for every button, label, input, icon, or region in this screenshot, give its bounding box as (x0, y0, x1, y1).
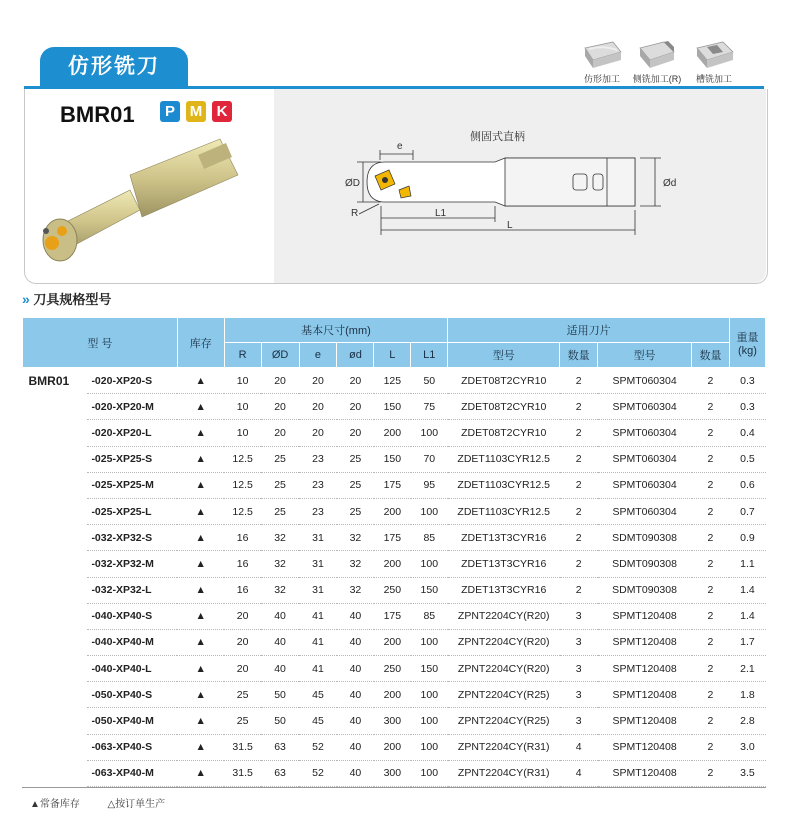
cell-code: -025-XP25-S (87, 446, 177, 472)
cell-ins1: ZDET13T3CYR16 (448, 551, 560, 577)
cell-d: 25 (337, 472, 374, 498)
cell-stock: ▲ (177, 708, 224, 734)
cell-D: 40 (261, 603, 299, 629)
cell-L: 150 (374, 446, 411, 472)
cell-L1: 100 (411, 420, 448, 446)
cell-ins2: SDMT090308 (598, 525, 692, 551)
cell-L1: 100 (411, 734, 448, 760)
cell-w: 2.1 (729, 656, 765, 682)
cell-stock: ▲ (177, 577, 224, 603)
cell-d: 40 (337, 708, 374, 734)
cell-stock: ▲ (177, 420, 224, 446)
cell-q1: 2 (560, 577, 598, 603)
header-model: 型 号 (23, 318, 178, 368)
cell-D: 25 (261, 472, 299, 498)
cell-w: 1.8 (729, 682, 765, 708)
cell-R: 12.5 (224, 446, 261, 472)
cell-q1: 2 (560, 394, 598, 420)
cell-q1: 2 (560, 472, 598, 498)
legend-order: △按订单生产 (107, 799, 166, 810)
cell-q2: 2 (692, 603, 730, 629)
cell-code: -040-XP40-L (87, 656, 177, 682)
cell-q1: 2 (560, 498, 598, 524)
cell-w: 0.4 (729, 420, 765, 446)
cell-ins2: SPMT120408 (598, 656, 692, 682)
header-qty-2: 数量 (692, 343, 730, 368)
cell-q2: 2 (692, 708, 730, 734)
cell-stock: ▲ (177, 472, 224, 498)
cell-w: 2.8 (729, 708, 765, 734)
table-row (23, 603, 766, 629)
cell-w: 0.6 (729, 472, 765, 498)
cell-stock: ▲ (177, 394, 224, 420)
cell-D: 50 (261, 682, 299, 708)
dim-e-label: e (397, 141, 403, 152)
cell-w: 0.3 (729, 394, 765, 420)
cell-d: 20 (337, 420, 374, 446)
cell-L: 125 (374, 368, 411, 394)
cell-q1: 3 (560, 682, 598, 708)
legend (30, 795, 165, 810)
cell-w: 3.5 (729, 760, 765, 786)
header-d: ød (337, 343, 374, 368)
cell-d: 40 (337, 734, 374, 760)
process-slot-milling (684, 38, 744, 85)
table-row (23, 420, 766, 446)
cell-code: -020-XP20-M (87, 394, 177, 420)
double-chevron-icon: » (22, 291, 30, 307)
cell-d: 40 (337, 656, 374, 682)
cell-q2: 2 (692, 551, 730, 577)
cell-ins2: SPMT060304 (598, 472, 692, 498)
cell-code: -050-XP40-M (87, 708, 177, 734)
cell-R: 25 (224, 708, 261, 734)
header-e: e (299, 343, 337, 368)
cell-q1: 2 (560, 420, 598, 446)
cell-L1: 100 (411, 708, 448, 734)
table-row (23, 760, 766, 786)
cell-code: -050-XP40-S (87, 682, 177, 708)
cell-L1: 150 (411, 656, 448, 682)
cell-code: -025-XP25-L (87, 498, 177, 524)
cell-e: 20 (299, 420, 337, 446)
cell-L: 300 (374, 708, 411, 734)
cell-ins2: SDMT090308 (598, 577, 692, 603)
cell-e: 31 (299, 525, 337, 551)
cell-L1: 50 (411, 368, 448, 394)
table-row (23, 394, 766, 420)
cell-e: 45 (299, 708, 337, 734)
process-profiling (572, 38, 632, 85)
header-weight-unit: (kg) (737, 344, 757, 357)
cell-e: 41 (299, 603, 337, 629)
dim-R-label: R (351, 208, 359, 219)
cell-code: -032-XP32-M (87, 551, 177, 577)
process-label: 槽铣加工 (695, 74, 732, 84)
dim-L-label: L (507, 220, 513, 231)
table-row (23, 498, 766, 524)
cell-ins2: SPMT120408 (598, 760, 692, 786)
table-row (23, 446, 766, 472)
cell-q1: 2 (560, 368, 598, 394)
cell-stock: ▲ (177, 760, 224, 786)
cell-w: 1.1 (729, 551, 765, 577)
cell-e: 20 (299, 394, 337, 420)
cell-ins2: SPMT060304 (598, 446, 692, 472)
cell-L: 200 (374, 420, 411, 446)
cell-L1: 70 (411, 446, 448, 472)
cell-ins2: SPMT060304 (598, 394, 692, 420)
cell-e: 31 (299, 577, 337, 603)
header-insert-model-2: 型号 (598, 343, 692, 368)
category-title: 仿形铣刀 (40, 47, 188, 87)
cell-ins1: ZPNT2204CY(R20) (448, 656, 560, 682)
cell-d: 40 (337, 682, 374, 708)
process-side-milling (627, 38, 687, 85)
cell-R: 25 (224, 682, 261, 708)
header-inserts: 适用刀片 (448, 318, 730, 343)
cell-ins2: SPMT120408 (598, 734, 692, 760)
cell-e: 41 (299, 629, 337, 655)
cell-ins2: SPMT120408 (598, 603, 692, 629)
cell-q1: 3 (560, 708, 598, 734)
cell-w: 0.9 (729, 525, 765, 551)
cell-L: 250 (374, 577, 411, 603)
slot-milling-block-icon (691, 38, 737, 70)
cell-R: 12.5 (224, 498, 261, 524)
cell-D: 32 (261, 551, 299, 577)
dim-D-label: ØD (345, 178, 360, 189)
spec-table (22, 317, 766, 787)
cell-code: -020-XP20-L (87, 420, 177, 446)
cell-ins2: SPMT120408 (598, 682, 692, 708)
cell-w: 1.7 (729, 629, 765, 655)
cell-ins1: ZPNT2204CY(R20) (448, 629, 560, 655)
cell-q2: 2 (692, 498, 730, 524)
cell-stock: ▲ (177, 656, 224, 682)
header-R: R (224, 343, 261, 368)
header-D: ØD (261, 343, 299, 368)
cell-L: 200 (374, 682, 411, 708)
cell-d: 25 (337, 498, 374, 524)
cell-e: 23 (299, 446, 337, 472)
cell-ins1: ZDET1103CYR12.5 (448, 498, 560, 524)
cell-ins1: ZPNT2204CY(R31) (448, 760, 560, 786)
cell-L1: 85 (411, 603, 448, 629)
side-milling-block-icon (634, 38, 680, 70)
cell-code: -040-XP40-M (87, 629, 177, 655)
cell-L1: 100 (411, 551, 448, 577)
table-row (23, 368, 766, 394)
header-insert-model-1: 型号 (448, 343, 560, 368)
cell-L1: 85 (411, 525, 448, 551)
cell-q2: 2 (692, 420, 730, 446)
cell-e: 23 (299, 498, 337, 524)
cell-ins1: ZPNT2204CY(R25) (448, 708, 560, 734)
cell-e: 31 (299, 551, 337, 577)
table-row (23, 577, 766, 603)
cell-w: 1.4 (729, 577, 765, 603)
cell-d: 25 (337, 446, 374, 472)
cell-D: 40 (261, 629, 299, 655)
header-L1: L1 (411, 343, 448, 368)
cell-L: 250 (374, 656, 411, 682)
cell-D: 20 (261, 394, 299, 420)
cell-ins1: ZDET1103CYR12.5 (448, 446, 560, 472)
cell-q2: 2 (692, 760, 730, 786)
cell-D: 63 (261, 734, 299, 760)
cell-stock: ▲ (177, 682, 224, 708)
cell-L1: 100 (411, 760, 448, 786)
cell-ins1: ZDET1103CYR12.5 (448, 472, 560, 498)
cell-D: 32 (261, 577, 299, 603)
cell-q1: 4 (560, 734, 598, 760)
header-L: L (374, 343, 411, 368)
cell-q1: 3 (560, 629, 598, 655)
cell-q2: 2 (692, 446, 730, 472)
cell-ins1: ZPNT2204CY(R20) (448, 603, 560, 629)
cell-stock: ▲ (177, 734, 224, 760)
cell-ins2: SPMT060304 (598, 420, 692, 446)
cell-e: 23 (299, 472, 337, 498)
cell-R: 20 (224, 629, 261, 655)
spec-section-title (22, 289, 111, 308)
cell-code: -020-XP20-S (87, 368, 177, 394)
cell-q2: 2 (692, 682, 730, 708)
cell-L: 175 (374, 525, 411, 551)
table-row (23, 472, 766, 498)
cell-L1: 100 (411, 498, 448, 524)
cell-q1: 2 (560, 446, 598, 472)
cell-R: 10 (224, 368, 261, 394)
table-row (23, 551, 766, 577)
cell-L: 200 (374, 551, 411, 577)
tool-drawing (345, 140, 690, 245)
cell-q2: 2 (692, 394, 730, 420)
cell-d: 40 (337, 760, 374, 786)
table-row (23, 525, 766, 551)
cell-R: 31.5 (224, 760, 261, 786)
cell-D: 32 (261, 525, 299, 551)
spec-table-body (23, 368, 766, 787)
table-row (23, 629, 766, 655)
table-row (23, 708, 766, 734)
cell-ins1: ZDET08T2CYR10 (448, 368, 560, 394)
cell-ins1: ZDET13T3CYR16 (448, 525, 560, 551)
cell-q1: 3 (560, 603, 598, 629)
cell-q1: 2 (560, 525, 598, 551)
cell-R: 16 (224, 525, 261, 551)
cell-code: -040-XP40-S (87, 603, 177, 629)
cell-L: 200 (374, 629, 411, 655)
cell-stock: ▲ (177, 498, 224, 524)
cell-d: 20 (337, 368, 374, 394)
cell-code: -063-XP40-M (87, 760, 177, 786)
cell-L1: 150 (411, 577, 448, 603)
cell-L1: 95 (411, 472, 448, 498)
cell-e: 45 (299, 682, 337, 708)
cell-w: 3.0 (729, 734, 765, 760)
cell-ins1: ZPNT2204CY(R25) (448, 682, 560, 708)
cell-L: 200 (374, 498, 411, 524)
header-stock: 库存 (177, 318, 224, 368)
cell-q1: 4 (560, 760, 598, 786)
cell-R: 16 (224, 577, 261, 603)
process-label: 侧铣加工(R) (632, 74, 682, 84)
badge-m: M (186, 101, 206, 122)
cell-w: 0.7 (729, 498, 765, 524)
table-row (23, 734, 766, 760)
cell-q2: 2 (692, 368, 730, 394)
cell-code: -063-XP40-S (87, 734, 177, 760)
cell-stock: ▲ (177, 551, 224, 577)
cell-ins1: ZDET13T3CYR16 (448, 577, 560, 603)
cell-q2: 2 (692, 734, 730, 760)
cell-d: 32 (337, 525, 374, 551)
table-bottom-rule (22, 787, 766, 788)
cell-L1: 100 (411, 629, 448, 655)
cell-R: 20 (224, 656, 261, 682)
cell-L: 150 (374, 394, 411, 420)
header-qty-1: 数量 (560, 343, 598, 368)
cell-e: 41 (299, 656, 337, 682)
series-name: BMR01 (28, 374, 70, 388)
cell-stock: ▲ (177, 629, 224, 655)
cell-w: 0.3 (729, 368, 765, 394)
cell-ins1: ZDET08T2CYR10 (448, 420, 560, 446)
cell-q2: 2 (692, 577, 730, 603)
drawing-title: 侧固式直柄 (470, 131, 525, 143)
cell-ins2: SPMT060304 (598, 498, 692, 524)
header-weight (729, 318, 765, 368)
cell-d: 40 (337, 629, 374, 655)
cell-D: 25 (261, 446, 299, 472)
cell-d: 32 (337, 577, 374, 603)
cell-ins2: SDMT090308 (598, 551, 692, 577)
cell-ins2: SPMT120408 (598, 629, 692, 655)
dim-L1-label: L1 (435, 208, 447, 219)
dim-d-label: Ød (663, 178, 677, 189)
cell-R: 10 (224, 394, 261, 420)
cell-d: 40 (337, 603, 374, 629)
cell-stock: ▲ (177, 603, 224, 629)
cell-stock: ▲ (177, 525, 224, 551)
cell-R: 10 (224, 420, 261, 446)
cell-R: 31.5 (224, 734, 261, 760)
badge-k: K (212, 101, 232, 122)
cell-D: 40 (261, 656, 299, 682)
cell-D: 20 (261, 368, 299, 394)
cell-q2: 2 (692, 472, 730, 498)
cell-e: 52 (299, 734, 337, 760)
cell-d: 32 (337, 551, 374, 577)
cell-L1: 100 (411, 682, 448, 708)
cell-code: -032-XP32-S (87, 525, 177, 551)
header-dims: 基本尺寸(mm) (224, 318, 448, 343)
cell-w: 0.5 (729, 446, 765, 472)
badge-p: P (160, 101, 180, 122)
cell-R: 16 (224, 551, 261, 577)
cell-d: 20 (337, 394, 374, 420)
cell-e: 52 (299, 760, 337, 786)
table-row (23, 656, 766, 682)
cell-L: 300 (374, 760, 411, 786)
spec-section-label: 刀具规格型号 (33, 292, 112, 307)
cell-D: 63 (261, 760, 299, 786)
cell-R: 12.5 (224, 472, 261, 498)
cell-stock: ▲ (177, 446, 224, 472)
header-weight-label: 重量 (736, 331, 759, 344)
process-label: 仿形加工 (583, 74, 620, 84)
table-row (23, 682, 766, 708)
product-model: BMR01 (60, 102, 135, 127)
cell-ins1: ZDET08T2CYR10 (448, 394, 560, 420)
cell-stock: ▲ (177, 368, 224, 394)
cell-L: 175 (374, 603, 411, 629)
profiling-block-icon (579, 38, 625, 70)
cell-ins2: SPMT060304 (598, 368, 692, 394)
cell-R: 20 (224, 603, 261, 629)
cell-D: 25 (261, 498, 299, 524)
cell-q2: 2 (692, 656, 730, 682)
cell-q1: 2 (560, 551, 598, 577)
cell-ins2: SPMT120408 (598, 708, 692, 734)
cell-q2: 2 (692, 525, 730, 551)
cell-ins1: ZPNT2204CY(R31) (448, 734, 560, 760)
cell-e: 20 (299, 368, 337, 394)
cell-L: 200 (374, 734, 411, 760)
cell-D: 20 (261, 420, 299, 446)
legend-stock: ▲常备库存 (30, 799, 80, 810)
cell-L1: 75 (411, 394, 448, 420)
cell-L: 175 (374, 472, 411, 498)
cell-code: -032-XP32-L (87, 577, 177, 603)
cell-q1: 3 (560, 656, 598, 682)
cell-q2: 2 (692, 629, 730, 655)
cell-w: 1.4 (729, 603, 765, 629)
cell-code: -025-XP25-M (87, 472, 177, 498)
tool-photo (30, 135, 260, 265)
cell-D: 50 (261, 708, 299, 734)
